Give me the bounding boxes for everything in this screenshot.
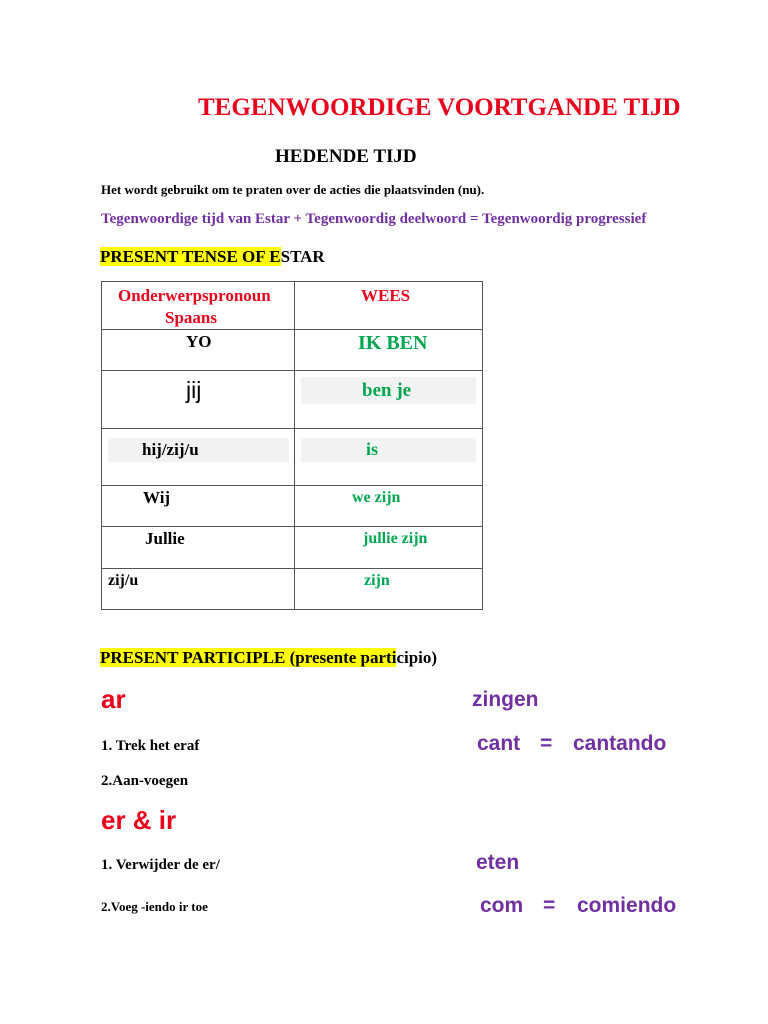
estar-heading-highlight: PRESENT TENSE OF E: [100, 247, 281, 266]
verb-form: is: [366, 439, 379, 459]
ar-ending: ar: [101, 684, 126, 714]
pronoun-cell: [102, 330, 295, 371]
estar-conjugation-table: [101, 281, 483, 610]
pronoun: jij: [186, 377, 202, 403]
pronoun: Wij: [143, 488, 171, 507]
pronoun-cell: [102, 569, 295, 610]
verb-form: jullie zijn: [363, 530, 428, 547]
ar-step-1: 1. Trek het eraf: [101, 738, 200, 754]
ar-example-verb: zingen: [472, 688, 539, 711]
er-ir-ending: er & ir: [101, 805, 177, 835]
er-ir-step-2: 2.Voeg -iendo ir toe: [101, 899, 208, 914]
verb-cell: [295, 429, 483, 486]
pronoun-cell: [102, 371, 295, 429]
cell-shading: [301, 438, 476, 462]
table-row: [102, 371, 483, 429]
table-row: [102, 429, 483, 486]
ar-step-2: 2.Aan-voegen: [101, 773, 189, 789]
er-ir-result: comiendo: [577, 894, 677, 917]
table-row: [102, 527, 483, 569]
header-wees: WEES: [361, 286, 411, 305]
verb-form: we zijn: [352, 489, 401, 506]
participle-heading-highlight: PRESENT PARTICIPLE (presente parti: [100, 648, 397, 667]
verb-form: IK BEN: [358, 332, 428, 354]
estar-heading: [100, 247, 325, 267]
verb-cell: [295, 486, 483, 527]
ar-result: cantando: [573, 732, 667, 755]
table-row: [102, 486, 483, 527]
header-spanish: Spaans: [165, 308, 217, 327]
pronoun-cell: [102, 527, 295, 569]
formula-text: Tegenwoordige tijd van Estar + Tegenwoordig deelwoord = Tegenwoordig progressief: [101, 211, 647, 227]
er-ir-example-verb: eten: [476, 851, 520, 874]
verb-form: zijn: [364, 572, 390, 589]
pronoun: Jullie: [145, 529, 185, 548]
page-subtitle: HEDENDE TIJD: [275, 146, 417, 167]
ar-stem: cant: [477, 732, 521, 755]
header-wees-cell: [295, 282, 483, 330]
table-row: [102, 569, 483, 610]
estar-heading-rest: STAR: [280, 247, 325, 266]
verb-cell: [295, 371, 483, 429]
participle-heading-rest: cipio): [396, 648, 438, 667]
pronoun-cell: [102, 486, 295, 527]
table-header-row: [102, 282, 483, 330]
er-ir-stem: com: [480, 894, 524, 917]
pronoun: zij/u: [108, 572, 139, 589]
pronoun: hij/zij/u: [142, 440, 199, 459]
header-pronoun: Onderwerpspronoun: [118, 286, 271, 305]
pronoun: YO: [186, 332, 212, 351]
intro-text: Het wordt gebruikt om te praten over de acties die plaatsvinden (nu).: [101, 182, 485, 197]
verb-cell: [295, 330, 483, 371]
verb-cell: [295, 527, 483, 569]
ar-equals: =: [540, 732, 553, 755]
er-ir-step-1: 1. Verwijder de er/: [101, 857, 220, 873]
header-pronoun-cell: [102, 282, 295, 330]
verb-form: ben je: [362, 380, 412, 401]
verb-cell: [295, 569, 483, 610]
er-ir-equals: =: [543, 894, 556, 917]
pronoun-cell: [102, 429, 295, 486]
page-title: TEGENWOORDIGE VOORTGANDE TIJD: [198, 94, 681, 121]
table-row: [102, 330, 483, 371]
participle-heading: [100, 648, 437, 668]
